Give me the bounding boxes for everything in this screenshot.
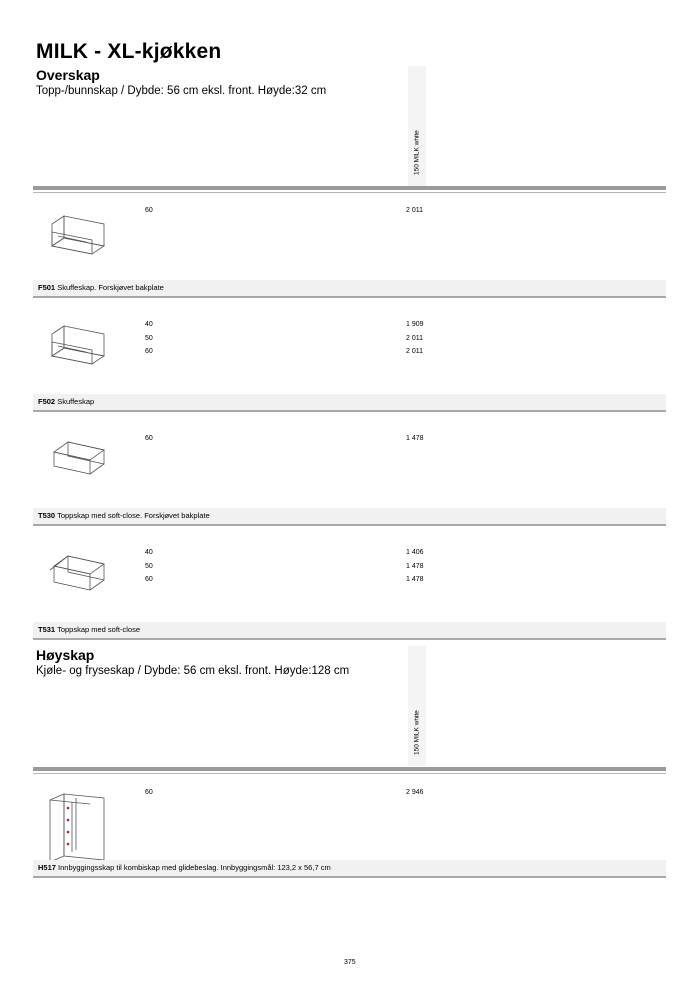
item-description: Innbyggingsskap til kombiskap med glidebeslag. Innbyggingsmål: 123,2 x 56,7 cm — [58, 863, 331, 872]
price-value: 2 946 — [406, 789, 424, 796]
price-value: 1 478 — [406, 576, 424, 583]
tall-cabinet-icon — [46, 788, 110, 864]
width-value: 60 — [145, 789, 153, 796]
width-value: 40 — [145, 549, 153, 556]
item-description: Toppskap med soft-close. Forskjøvet bakplate — [57, 511, 210, 520]
price-value: 1 478 — [406, 562, 424, 570]
item-code: T531 — [38, 625, 56, 634]
item-label-f501 — [38, 283, 164, 292]
section-subtitle-hoyskap: Kjøle- og fryseskap / Dybde: 56 cm eksl. front. Høyde:128 cm — [36, 665, 350, 677]
item-rule — [33, 296, 666, 298]
page-number: 375 — [344, 959, 356, 966]
width-value: 40 — [145, 321, 153, 328]
item-rule — [33, 524, 666, 526]
width-value: 60 — [145, 576, 153, 583]
flap-cabinet-icon — [44, 436, 110, 482]
item-code: F502 — [38, 397, 56, 406]
item-label-f502 — [38, 397, 94, 406]
column-header-label: 150 MILK white — [413, 710, 421, 755]
width-value: 60 — [145, 348, 153, 355]
header-rule-thin — [33, 192, 666, 193]
price-value: 1 909 — [406, 321, 424, 328]
column-header-label: 150 MILK white — [413, 130, 421, 175]
header-rule-thin — [33, 773, 666, 774]
width-value: 50 — [145, 562, 153, 570]
item-code: H517 — [38, 863, 56, 872]
item-label-t530 — [38, 511, 210, 520]
header-rule — [33, 767, 666, 771]
width-value: 60 — [145, 207, 153, 214]
item-code: F501 — [38, 283, 56, 292]
item-description: Skuffeskap — [57, 397, 95, 406]
price-value: 2 011 — [406, 207, 423, 214]
item-label-h517 — [38, 863, 331, 872]
document-title: MILK - XL-kjøkken — [36, 40, 222, 63]
header-rule — [33, 186, 666, 190]
item-rule — [33, 638, 666, 640]
item-rule — [33, 876, 666, 878]
price-value: 2 011 — [406, 348, 423, 355]
price-value: 2 011 — [406, 334, 423, 342]
drawer-cabinet-icon — [44, 322, 110, 372]
item-label-t531 — [38, 625, 140, 634]
price-value: 1 406 — [406, 549, 424, 556]
section-subtitle-overskap: Topp-/bunnskap / Dybde: 56 cm eksl. front. Høyde:32 cm — [36, 85, 327, 97]
flap-cabinet-icon — [44, 550, 110, 596]
item-code: T530 — [38, 511, 56, 520]
drawer-cabinet-icon — [44, 212, 110, 262]
item-rule — [33, 410, 666, 412]
section-heading-hoyskap: Høyskap — [36, 647, 95, 663]
price-column-header — [408, 646, 426, 766]
price-column-header — [408, 66, 426, 186]
price-value: 1 478 — [406, 435, 424, 442]
width-value: 60 — [145, 435, 153, 442]
section-heading-overskap: Overskap — [36, 67, 100, 83]
item-description: Toppskap med soft-close — [57, 625, 141, 634]
width-value: 50 — [145, 334, 153, 342]
item-description: Skuffeskap. Forskjøvet bakplate — [57, 283, 164, 292]
item-label-band — [33, 394, 666, 410]
